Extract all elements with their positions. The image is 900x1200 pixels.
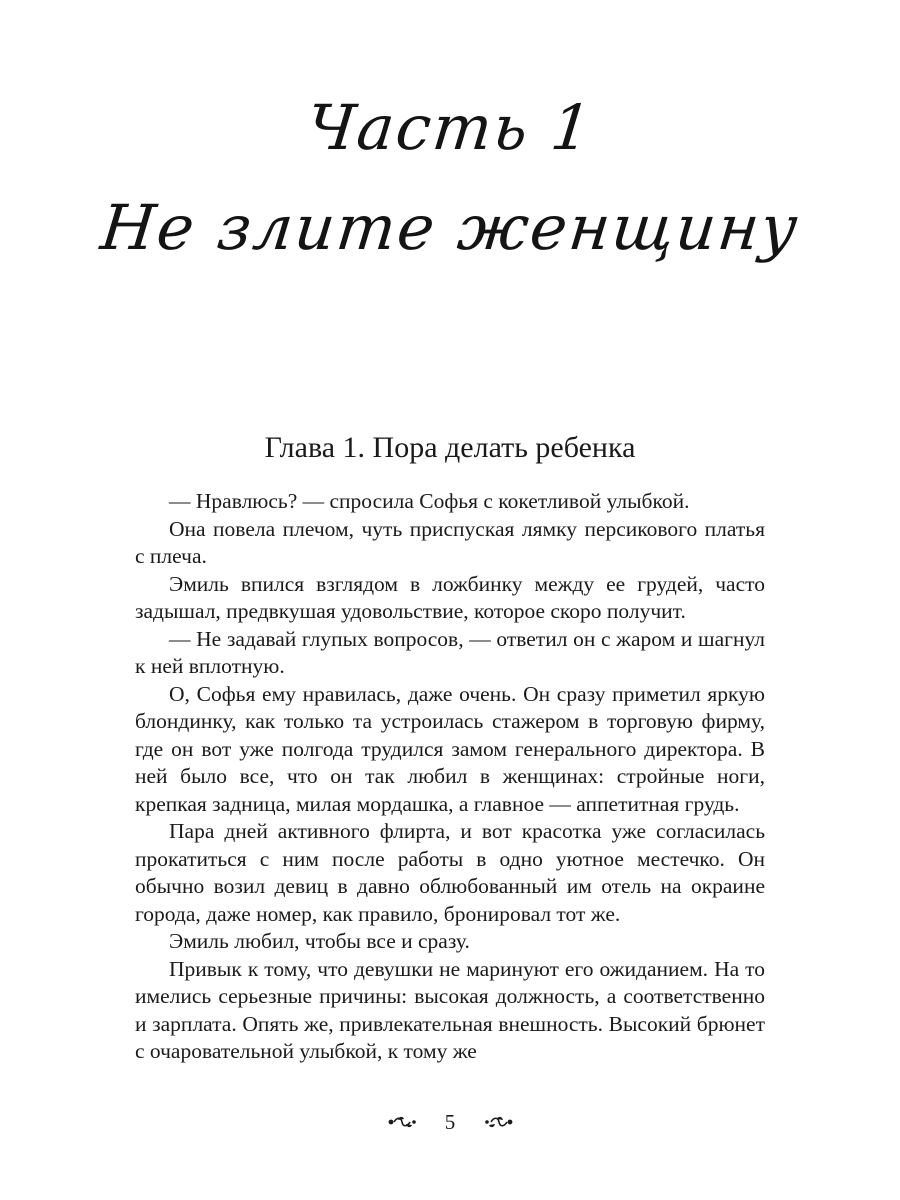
chapter-title: Глава 1. Пора делать ребенка <box>264 431 636 464</box>
part-header <box>0 78 900 278</box>
paragraph: Она повела плечом, чуть приспуская лямку персикового платья с плеча. <box>135 516 765 568</box>
page-number: 5 <box>444 1109 456 1134</box>
paragraph: — Нравлюсь? — спросила Софья с кокетливой улыбкой. <box>169 489 690 513</box>
paragraph: Привык к тому, что девушки не маринуют его ожиданием. На то имелись серьезные причины: высокая должность, а соответственно и зарплата. Опять же, привлекательная внешность. Высокий брюнет с очаровательной улыбкой, к тому же <box>135 956 765 1063</box>
paragraph: Эмиль любил, чтобы все и сразу. <box>169 929 470 953</box>
paragraph: Эмиль впился взглядом в ложбинку между ее грудей, часто задышал, предвкушая удовольствие, которое скоро получит. <box>135 571 765 623</box>
part-title: Не злите женщину <box>97 191 803 264</box>
part-number: Часть 1 <box>303 91 597 164</box>
paragraph: — Не задавай глупых вопросов, — ответил он с жаром и шагнул к ней вплотную. <box>135 626 765 678</box>
floral-ornament-right-icon <box>483 1114 515 1130</box>
floral-ornament-left-icon <box>386 1114 418 1130</box>
paragraph: Пара дней активного флирта, и вот красотка уже согласилась прокатиться с ним после работы в одно уютное местечко. Он обычно возил девиц в давно облюбованный им отель на окраине города, даже номер, как правило, бронировал тот же. <box>135 819 765 926</box>
page-footer <box>0 1108 900 1135</box>
chapter-body <box>135 488 765 1066</box>
paragraph: О, Софья ему нравилась, даже очень. Он сразу приметил яркую блондинку, как только та устроилась стажером в торговую фирму, где он вот уже полгода трудился замом генерального директора. В ней было все, что он так любил в женщинах: стройные ноги, крепкая задница, милая мордашка, а главное — аппетитная грудь. <box>135 681 765 816</box>
